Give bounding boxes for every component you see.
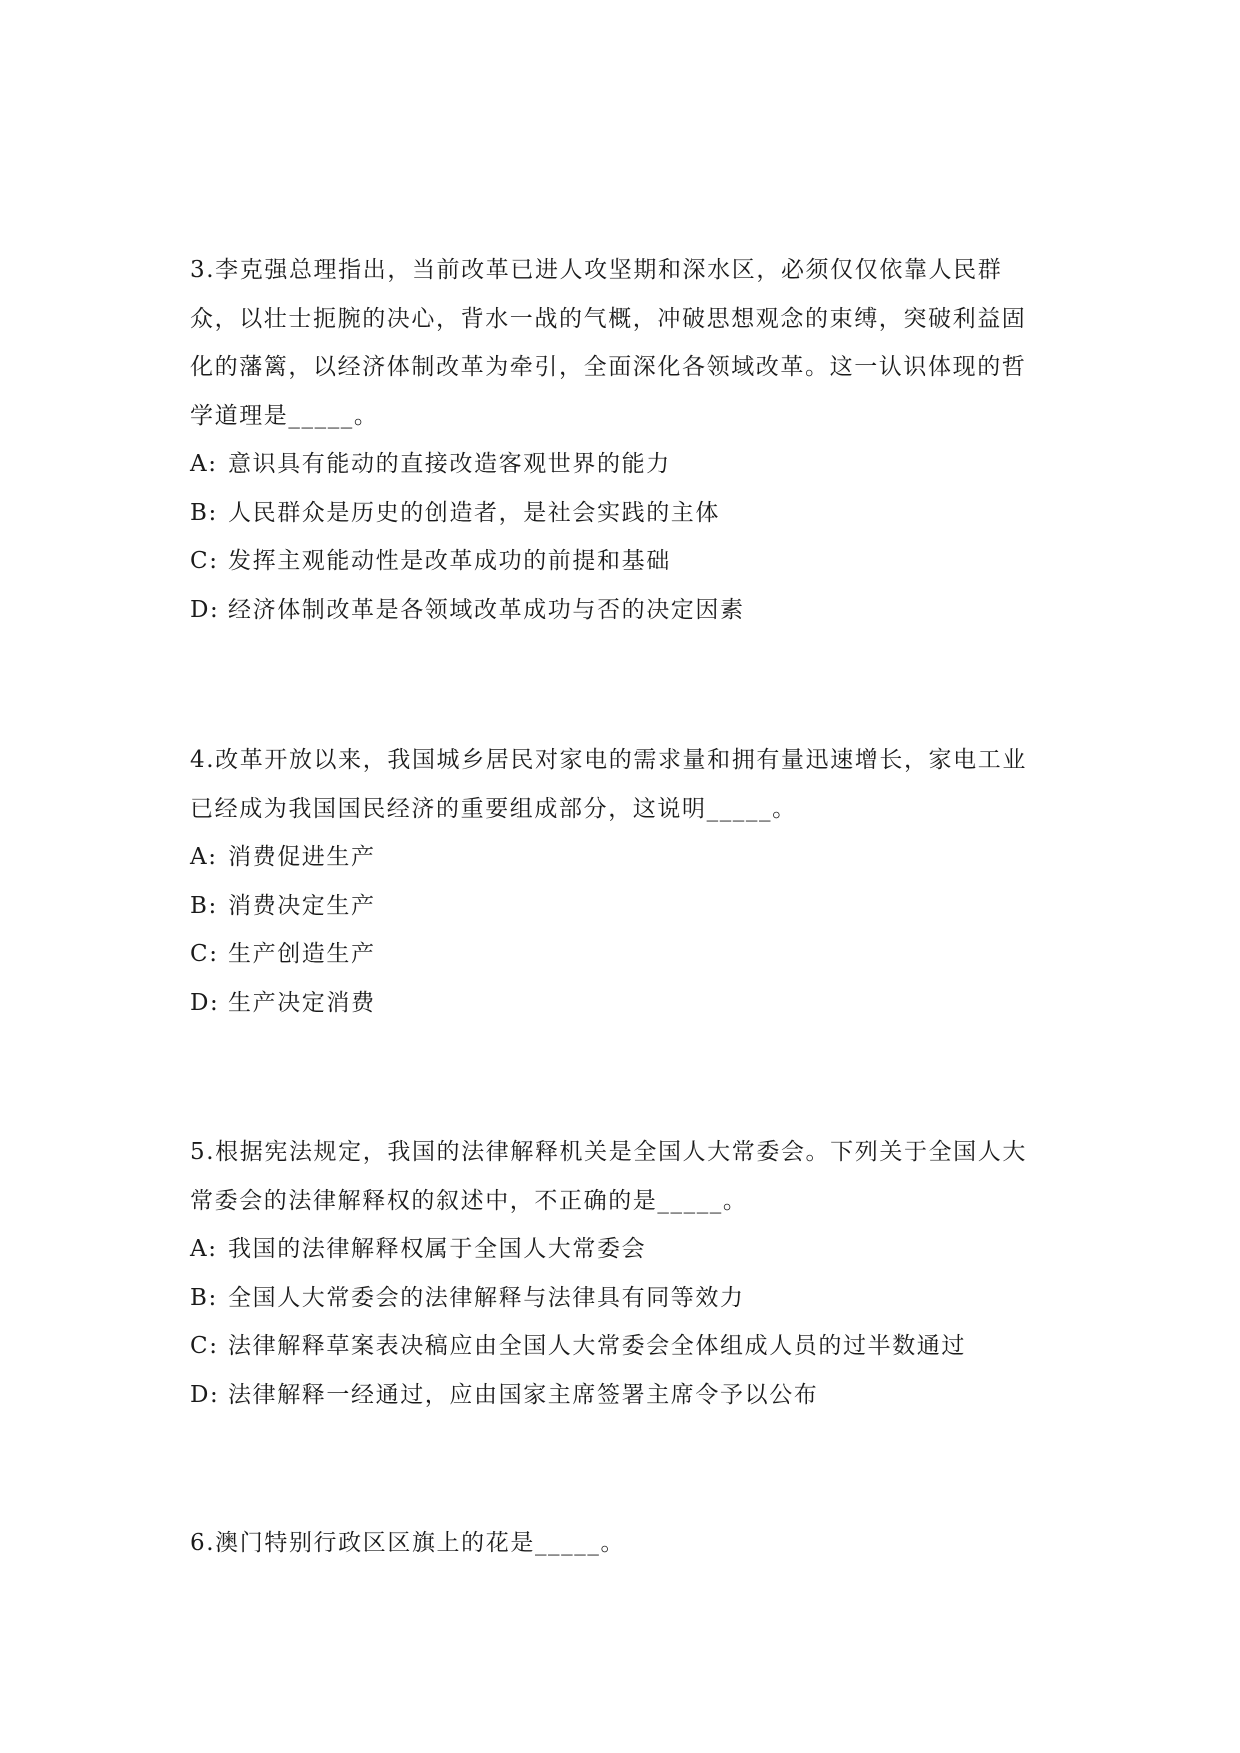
option-d xyxy=(190,979,1050,1028)
option-a xyxy=(190,833,1050,882)
option-text: 法律解释一经通过，应由国家主席签署主席令予以公布 xyxy=(228,1381,819,1408)
option-d xyxy=(190,586,1050,635)
option-letter: A: xyxy=(190,451,218,477)
option-text: 消费决定生产 xyxy=(228,892,376,919)
option-text: 经济体制改革是各领域改革成功与否的决定因素 xyxy=(228,596,745,623)
option-letter: C: xyxy=(190,941,219,967)
option-text: 发挥主观能动性是改革成功的前提和基础 xyxy=(228,548,671,574)
option-text: 消费促进生产 xyxy=(228,844,376,870)
question-stem: 6.澳门特别行政区区旗上的花是_____。 xyxy=(190,1530,626,1556)
question-5 xyxy=(190,1128,1050,1419)
option-c xyxy=(190,1322,1050,1371)
option-text: 法律解释草案表决稿应由全国人大常委会全体组成人员的过半数通过 xyxy=(228,1333,966,1359)
option-text: 人民群众是历史的创造者，是社会实践的主体 xyxy=(228,499,720,526)
option-letter: B: xyxy=(190,1284,218,1311)
option-b xyxy=(190,489,1050,538)
option-text: 生产创造生产 xyxy=(228,941,376,967)
option-letter: A: xyxy=(190,844,218,870)
option-letter: A: xyxy=(190,1236,218,1262)
option-text: 意识具有能动的直接改造客观世界的能力 xyxy=(228,451,671,477)
option-c xyxy=(190,930,1050,979)
option-b xyxy=(190,1274,1050,1323)
option-letter: D: xyxy=(190,596,220,623)
option-a xyxy=(190,440,1050,489)
option-d xyxy=(190,1371,1050,1420)
option-letter: B: xyxy=(190,499,218,526)
option-letter: C: xyxy=(190,548,219,574)
option-text: 全国人大常委会的法律解释与法律具有同等效力 xyxy=(228,1284,745,1311)
option-letter: D: xyxy=(190,989,220,1016)
option-letter: D: xyxy=(190,1381,220,1408)
question-stem: 3.李克强总理指出，当前改革已进人攻坚期和深水区，必须仅仅依靠人民群众，以壮士扼腕的决心，背水一战的气概，冲破思想观念的束缚，突破利益固化的藩篱，以经济体制改革为牵引，全面深化各领域改革。这一认识体现的哲学道理是_____。 xyxy=(190,257,1027,429)
option-letter: C: xyxy=(190,1333,219,1359)
option-b xyxy=(190,882,1050,931)
question-4 xyxy=(190,736,1050,1027)
option-c xyxy=(190,537,1050,586)
option-text: 生产决定消费 xyxy=(228,989,376,1016)
question-6 xyxy=(190,1519,1050,1568)
question-3 xyxy=(190,246,1050,634)
question-stem: 5.根据宪法规定，我国的法律解释机关是全国人大常委会。下列关于全国人大常委会的法律解释权的叙述中，不正确的是_____。 xyxy=(190,1139,1027,1214)
option-a xyxy=(190,1225,1050,1274)
option-letter: B: xyxy=(190,892,218,919)
option-text: 我国的法律解释权属于全国人大常委会 xyxy=(228,1236,647,1262)
question-stem: 4.改革开放以来，我国城乡居民对家电的需求量和拥有量迅速增长，家电工业已经成为我国国民经济的重要组成部分，这说明_____。 xyxy=(190,747,1027,822)
